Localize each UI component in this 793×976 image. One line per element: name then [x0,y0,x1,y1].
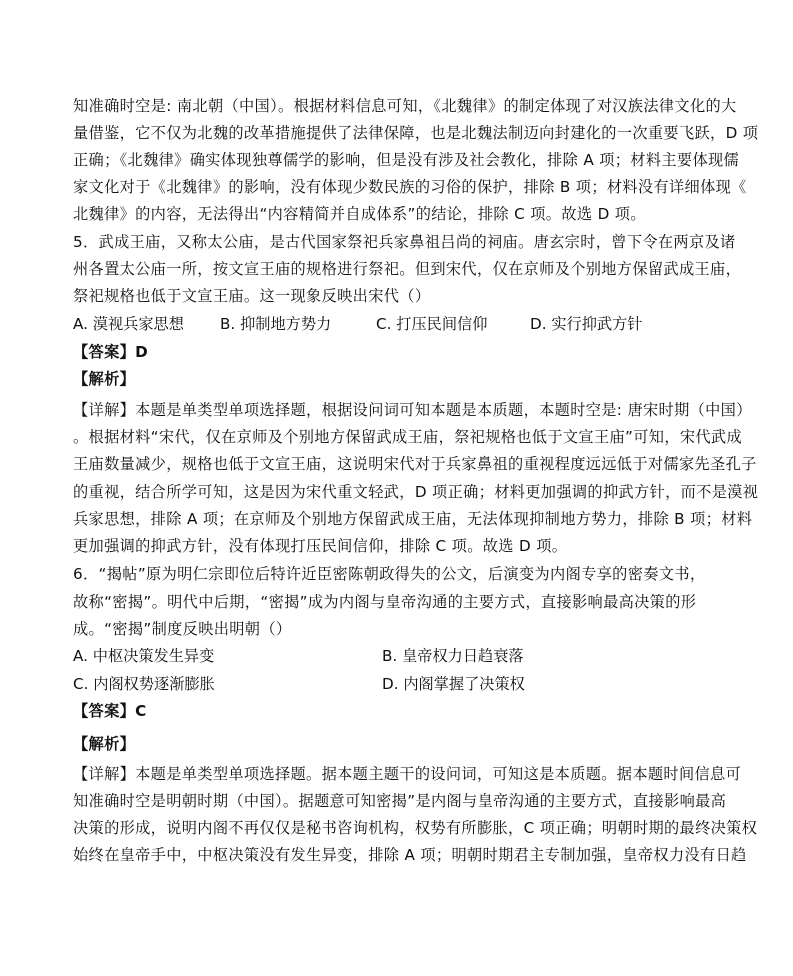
q6-detail-line: 决策的形成，说明内阁不再仅仅是秘书咨询机构，权势有所膨胀，C 项正确；明朝时期的最终决策权 [73,819,758,837]
q4-detail-line: 北魏律》的内容，无法得出“内容精简并自成体系”的结论，排除 C 项。故选 D 项。 [73,205,646,223]
q6-stem-line: 6．“揭帖”原为明仁宗即位后特许近臣密陈朝政得失的公文，后演变为内阁专享的密奏文书， [73,565,706,583]
q6-detail-line: 知准确时空是明朝时期（中国）。据题意可知密揭”是内阁与皇帝沟通的主要方式，直接影响最高 [73,792,727,810]
q5-option-b: B. 抑制地方势力 [220,315,332,333]
q6-stem-line: 成。“密揭”制度反映出明朝（） [73,620,292,638]
q5-detail-line: 兵家思想，排除 A 项；在京师及个别地方保留武成王庙，无法体现抑制地方势力，排除 B 项；材料 [73,510,753,528]
q6-option-a: A. 中枢决策发生异变 [73,647,215,665]
q5-detail-line: 王庙数量减少，规格也低于文宣王庙，这说明宋代对于兵家鼻祖的重视程度远远低于对儒家先圣孔子 [73,455,757,473]
q5-option-c: C. 打压民间信仰 [376,315,488,333]
q5-stem-line: 5．武成王庙，又称太公庙，是古代国家祭祀兵家鼻祖吕尚的祠庙。唐玄宗时，曾下令在两京及诸 [73,233,736,251]
q5-detail-line: 。根据材料“宋代，仅在京师及个别地方保留武成王庙，祭祀规格也低于文宣王庙”可知，宋代武成 [73,428,743,446]
q4-detail-line: 量借鉴，它不仅为北魏的改革措施提供了法律保障，也是北魏法制迈向封建化的一次重要飞跃，D 项 [73,124,759,142]
q4-detail-line: 家文化对于《北魏律》的影响，没有体现少数民族的习俗的保护，排除 B 项；材料没有详细体现《 [73,178,747,196]
q4-detail-line: 正确；《北魏律》确实体现独尊儒学的影响，但是没有涉及社会教化，排除 A 项；材料主要体现儒 [73,151,740,169]
q5-option-a: A. 漠视兵家思想 [73,315,184,333]
q4-detail-line: 知准确时空是: 南北朝（中国）。根据材料信息可知，《北魏律》的制定体现了对汉族法律文化的大 [73,97,737,115]
q6-analysis-heading: 【解析】 [73,735,136,753]
q5-option-d: D. 实行抑武方针 [530,315,643,333]
q5-analysis-heading: 【解析】 [73,370,136,388]
q5-stem-line: 祭祀规格也低于文宣王庙。这一现象反映出宋代（） [73,287,431,305]
q6-stem-line: 故称“密揭”。明代中后期，“密揭”成为内阁与皇帝沟通的主要方式，直接影响最高决策的形 [73,593,697,611]
q5-detail-line: 【详解】本题是单类型单项选择题，根据设问词可知本题是本质题，本题时空是: 唐宋时期（中国） [73,401,752,419]
q5-stem-line: 州各置太公庙一所，按文宣王庙的规格进行祭祀。但到宋代，仅在京师及个别地方保留武成王庙， [73,260,742,278]
q6-option-c: C. 内阁权势逐渐膨胀 [73,675,215,693]
q5-answer: 【答案】D [73,343,149,361]
q6-detail-line: 始终在皇帝手中，中枢决策没有发生异变，排除 A 项；明朝时期君主专制加强，皇帝权力没有日趋 [73,846,747,864]
q5-detail-line: 的重视，结合所学可知，这是因为宋代重文轻武，D 项正确；材料更加强调的抑武方针，而不是漠视 [73,483,759,501]
q6-answer: 【答案】C [73,702,147,720]
q6-detail-line: 【详解】本题是单类型单项选择题。据本题主题干的设问词，可知这是本质题。据本题时间信息可 [73,765,742,783]
q5-detail-line: 更加强调的抑武方针，没有体现打压民间信仰，排除 C 项。故选 D 项。 [73,537,568,555]
q6-option-b: B. 皇帝权力日趋衰落 [382,647,524,665]
q6-option-d: D. 内阁掌握了决策权 [382,675,525,693]
